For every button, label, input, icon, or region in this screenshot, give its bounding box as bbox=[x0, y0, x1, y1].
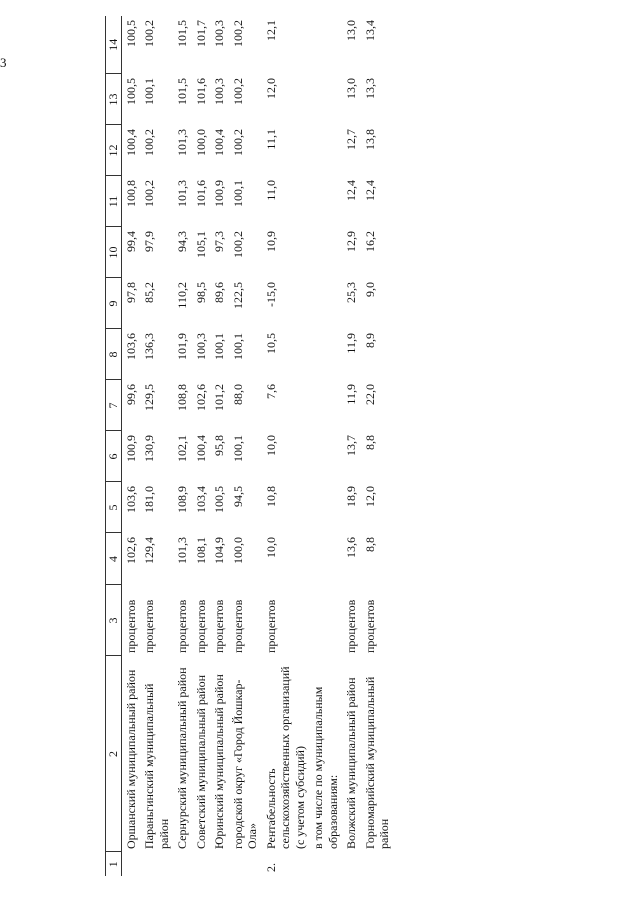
value-cell bbox=[309, 380, 342, 431]
value-cell: 100,1 bbox=[230, 435, 245, 462]
value-cell: 129,5 bbox=[142, 384, 156, 411]
value-cell: 13,6 bbox=[344, 537, 358, 558]
value-cell: 100,5 bbox=[212, 486, 226, 513]
value-cell: 88,0 bbox=[230, 384, 245, 405]
value-cell: 101,7 bbox=[193, 20, 208, 47]
value-cell: 97,9 bbox=[142, 231, 156, 252]
row-number bbox=[342, 852, 361, 876]
column-header: 8 bbox=[106, 329, 122, 380]
value-cell: 101,5 bbox=[175, 78, 189, 105]
rotated-table-frame bbox=[105, 16, 540, 876]
value-cell: 100,2 bbox=[142, 129, 156, 156]
value-cell: 100,4 bbox=[212, 129, 226, 156]
value-cell: 100,2 bbox=[142, 20, 156, 47]
value-cell: 97,3 bbox=[212, 231, 226, 252]
value-cell: 103,6 bbox=[123, 486, 138, 513]
value-cell: 94,5 bbox=[230, 486, 245, 507]
value-cell: 11,9 bbox=[344, 333, 358, 354]
value-cell: 100,9 bbox=[123, 435, 138, 462]
unit-cell: процентов bbox=[193, 599, 208, 653]
value-cell: 95,8 bbox=[212, 435, 226, 456]
row-number bbox=[140, 852, 173, 876]
indicator-name: Советский муниципальный район bbox=[193, 675, 208, 849]
value-cell bbox=[309, 329, 342, 380]
value-cell: 100,0 bbox=[193, 129, 208, 156]
value-cell: 94,3 bbox=[175, 231, 189, 252]
value-cell: 101,3 bbox=[175, 537, 189, 564]
unit-cell: процентов bbox=[362, 599, 377, 653]
value-cell: 11,0 bbox=[263, 180, 278, 201]
value-cell: 9,0 bbox=[362, 282, 377, 297]
indicator-name: Оршанский муниципальный район bbox=[123, 669, 138, 849]
row-number bbox=[229, 852, 262, 876]
column-header: 7 bbox=[106, 380, 122, 431]
unit-cell: процентов bbox=[263, 599, 278, 653]
value-cell: 12,1 bbox=[263, 20, 278, 41]
unit-cell: процентов bbox=[142, 599, 156, 653]
value-cell: 100,1 bbox=[230, 180, 245, 207]
row-number: 2. bbox=[263, 863, 278, 872]
value-cell: 110,2 bbox=[175, 282, 189, 309]
row-number bbox=[361, 852, 394, 876]
table-row bbox=[342, 16, 361, 876]
value-cell bbox=[309, 227, 342, 278]
value-cell: 100,9 bbox=[212, 180, 226, 207]
table-row bbox=[121, 16, 140, 876]
value-cell: 13,8 bbox=[362, 129, 377, 150]
column-header: 5 bbox=[106, 482, 122, 533]
value-cell: 11,9 bbox=[344, 384, 358, 405]
value-cell: 89,6 bbox=[212, 282, 226, 303]
value-cell bbox=[309, 176, 342, 227]
indicator-name: городской округ «Город Йошкар-Ола» bbox=[230, 679, 259, 849]
unit-cell: процентов bbox=[344, 599, 358, 653]
column-header: 4 bbox=[106, 533, 122, 585]
value-cell: 108,1 bbox=[193, 537, 208, 564]
value-cell: 8,8 bbox=[362, 435, 377, 450]
value-cell: 12,4 bbox=[344, 180, 358, 201]
value-cell bbox=[309, 16, 342, 74]
value-cell: 12,0 bbox=[263, 78, 278, 99]
value-cell: 100,1 bbox=[142, 78, 156, 105]
indicator-name: Волжский муниципальный район bbox=[344, 677, 358, 849]
column-header: 1 bbox=[106, 852, 122, 876]
value-cell: 11,1 bbox=[263, 129, 278, 150]
value-cell: 108,9 bbox=[175, 486, 189, 513]
value-cell: 13,7 bbox=[344, 435, 358, 456]
value-cell: 8,9 bbox=[362, 333, 377, 348]
value-cell: 13,0 bbox=[344, 78, 358, 99]
value-cell: 104,9 bbox=[212, 537, 226, 564]
data-table bbox=[105, 16, 394, 876]
value-cell: 25,3 bbox=[344, 282, 358, 303]
value-cell bbox=[309, 125, 342, 176]
value-cell: 10,0 bbox=[263, 537, 278, 558]
value-cell: 100,5 bbox=[123, 20, 138, 47]
value-cell: 136,3 bbox=[142, 333, 156, 360]
value-cell: 13,3 bbox=[362, 78, 377, 99]
value-cell: 100,3 bbox=[212, 78, 226, 105]
value-cell: 100,2 bbox=[230, 78, 245, 105]
value-cell: 12,4 bbox=[362, 180, 377, 201]
value-cell: 101,6 bbox=[193, 180, 208, 207]
value-cell: 129,4 bbox=[142, 537, 156, 564]
value-cell: 101,5 bbox=[175, 20, 189, 47]
unit-cell: процентов bbox=[123, 599, 138, 653]
table-row bbox=[262, 16, 310, 876]
value-cell: 108,8 bbox=[175, 384, 189, 411]
value-cell: 100,3 bbox=[212, 20, 226, 47]
value-cell: 7,6 bbox=[263, 384, 278, 399]
value-cell: 103,6 bbox=[123, 333, 138, 360]
value-cell: 16,2 bbox=[362, 231, 377, 252]
value-cell: 100,1 bbox=[212, 333, 226, 360]
value-cell: 100,0 bbox=[230, 537, 245, 564]
value-cell: 100,4 bbox=[193, 435, 208, 462]
value-cell bbox=[309, 533, 342, 585]
value-cell: 101,6 bbox=[193, 78, 208, 105]
column-header: 6 bbox=[106, 431, 122, 482]
table-row bbox=[173, 16, 192, 876]
value-cell: 100,4 bbox=[123, 129, 138, 156]
value-cell: 98,5 bbox=[193, 282, 208, 303]
value-cell: 100,3 bbox=[193, 333, 208, 360]
table-row bbox=[229, 16, 262, 876]
unit-cell: процентов bbox=[230, 599, 245, 653]
value-cell: 102,6 bbox=[123, 537, 138, 564]
column-header: 11 bbox=[106, 176, 122, 227]
row-number bbox=[192, 852, 211, 876]
unit-cell bbox=[309, 585, 342, 656]
column-header: 14 bbox=[106, 16, 122, 74]
column-header: 3 bbox=[106, 585, 122, 656]
value-cell: 97,8 bbox=[123, 282, 138, 303]
value-cell: 12,9 bbox=[344, 231, 358, 252]
value-cell: 12,0 bbox=[362, 486, 377, 507]
row-number bbox=[210, 852, 229, 876]
table-container bbox=[105, 16, 540, 876]
row-number bbox=[121, 852, 140, 876]
column-header: 10 bbox=[106, 227, 122, 278]
table-row bbox=[192, 16, 211, 876]
column-header: 9 bbox=[106, 278, 122, 329]
value-cell: 100,5 bbox=[123, 78, 138, 105]
value-cell: 99,4 bbox=[123, 231, 138, 252]
table-header-row bbox=[106, 16, 122, 876]
column-header: 12 bbox=[106, 125, 122, 176]
value-cell: 101,9 bbox=[175, 333, 189, 360]
value-cell: 18,9 bbox=[344, 486, 358, 507]
table-row bbox=[361, 16, 394, 876]
value-cell: 10,0 bbox=[263, 435, 278, 456]
value-cell: 22,0 bbox=[362, 384, 377, 405]
value-cell: 13,4 bbox=[362, 20, 377, 41]
unit-cell: процентов bbox=[175, 599, 189, 653]
value-cell: 8,8 bbox=[362, 537, 377, 552]
value-cell bbox=[309, 278, 342, 329]
value-cell: 105,1 bbox=[193, 231, 208, 258]
value-cell: 100,1 bbox=[230, 333, 245, 360]
value-cell bbox=[309, 74, 342, 125]
value-cell: 101,2 bbox=[212, 384, 226, 411]
column-header: 13 bbox=[106, 74, 122, 125]
row-number bbox=[173, 852, 192, 876]
value-cell: 100,2 bbox=[230, 129, 245, 156]
table-row bbox=[309, 16, 342, 876]
unit-cell: процентов bbox=[212, 599, 226, 653]
row-number bbox=[309, 852, 342, 876]
value-cell: 181,0 bbox=[142, 486, 156, 513]
value-cell: -15,0 bbox=[263, 282, 278, 307]
indicator-name: в том числе по муниципальным образованиям: bbox=[311, 686, 340, 849]
value-cell: 10,5 bbox=[263, 333, 278, 354]
table-row bbox=[140, 16, 173, 876]
value-cell bbox=[309, 482, 342, 533]
indicator-name: Параньгинский муниципальный район bbox=[142, 683, 171, 849]
value-cell: 101,3 bbox=[175, 180, 189, 207]
indicator-name: Юринский муниципальный район bbox=[212, 674, 226, 849]
value-cell: 100,2 bbox=[142, 180, 156, 207]
value-cell: 85,2 bbox=[142, 282, 156, 303]
value-cell: 100,8 bbox=[123, 180, 138, 207]
value-cell: 12,7 bbox=[344, 129, 358, 150]
value-cell: 99,6 bbox=[123, 384, 138, 405]
value-cell: 100,2 bbox=[230, 20, 245, 47]
value-cell bbox=[309, 431, 342, 482]
table-row bbox=[210, 16, 229, 876]
value-cell: 102,1 bbox=[175, 435, 189, 462]
value-cell: 122,5 bbox=[230, 282, 245, 309]
indicator-name: Горномарийский муниципальный район bbox=[362, 676, 391, 849]
page-number: 3 bbox=[0, 55, 7, 70]
indicator-name: Рентабельность сельскохозяйственных организаций (с учетом субсидий) bbox=[263, 666, 307, 849]
value-cell: 13,0 bbox=[344, 20, 358, 41]
column-header: 2 bbox=[106, 656, 122, 852]
value-cell: 103,4 bbox=[193, 486, 208, 513]
value-cell: 10,8 bbox=[263, 486, 278, 507]
value-cell: 100,2 bbox=[230, 231, 245, 258]
value-cell: 10,9 bbox=[263, 231, 278, 252]
value-cell: 102,6 bbox=[193, 384, 208, 411]
value-cell: 130,9 bbox=[142, 435, 156, 462]
indicator-name: Сернурский муниципальный район bbox=[175, 667, 189, 849]
value-cell: 101,3 bbox=[175, 129, 189, 156]
